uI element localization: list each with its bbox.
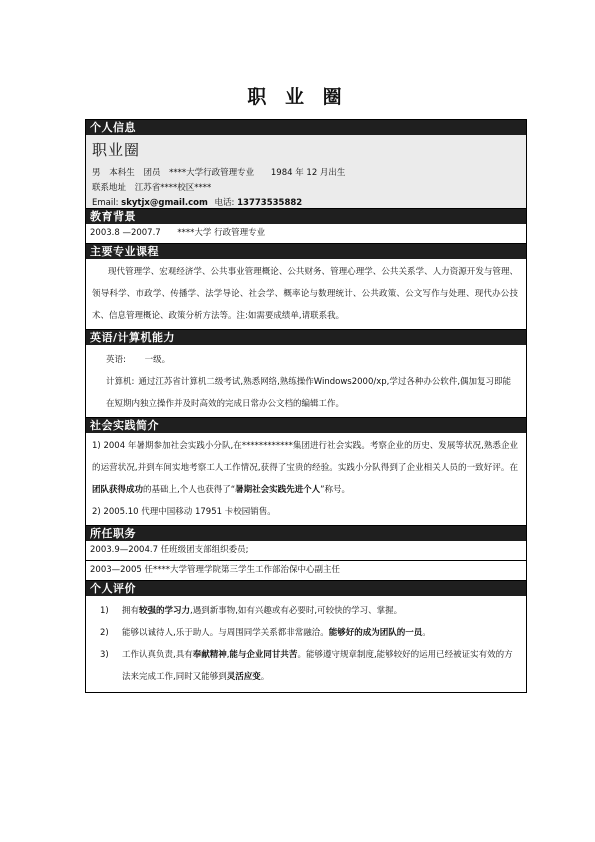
personal-info [86, 135, 526, 209]
education-row [86, 224, 526, 244]
phone-label: 电话: [214, 198, 235, 208]
evaluation-text-part: 能够以诚待人,乐于助人。与周围同学关系都非常融洽。 [122, 628, 329, 638]
education-period: 2003.8 —2007.7 [90, 228, 161, 238]
address: 江苏省****校区**** [134, 183, 212, 193]
evaluation-text [122, 600, 518, 622]
evaluation-text-part: 。 [422, 628, 431, 638]
section-header-courses: 主要专业课程 [86, 244, 526, 259]
section-header-education: 教育背景 [86, 209, 526, 224]
candidate-name: 职业圈 [92, 141, 141, 159]
politics: 团员 [143, 168, 161, 178]
evaluation-text-part: 工作认真负责,具有 [122, 650, 193, 660]
computer-label: 计算机: [106, 377, 135, 387]
english-label: 英语: [106, 355, 126, 365]
address-label: 联系地址 [92, 183, 127, 193]
evaluation-text-part: 拥有 [122, 606, 140, 616]
email-label: Email: [92, 198, 119, 208]
page-title: 职 业 圈 [247, 86, 348, 108]
computer-row [106, 371, 518, 415]
practice-highlight: 团队获得成功 [92, 485, 144, 495]
evaluation-highlight: 灵活应变 [226, 672, 261, 682]
english-value: 一级。 [144, 355, 171, 365]
practice-block [86, 433, 526, 526]
evaluation-item-3 [100, 644, 518, 688]
evaluation-highlight: 奉献精神 [192, 650, 227, 660]
evaluation-item-2 [100, 622, 518, 644]
evaluation-list [86, 596, 526, 693]
resume-table [85, 119, 527, 693]
education-detail: ****大学 行政管理专业 [177, 228, 266, 238]
evaluation-text-part: , [226, 650, 230, 660]
english-row [106, 349, 518, 371]
gender: 男 [92, 168, 101, 178]
personal-line-1 [92, 166, 520, 181]
evaluation-text-part: 。能够遵守规章制度,能够较好的运用已经被证实有效的方法来完成工作,同时又能够到 [122, 650, 513, 682]
section-header-jobs: 所任职务 [86, 526, 526, 541]
school-major: ****大学行政管理专业 [169, 168, 255, 178]
practice-award: 暑期社会实践先进个人 [235, 485, 321, 495]
practice-item-2: 2) 2005.10 代理中国移动 17951 卡校园销售。 [92, 507, 276, 517]
evaluation-text [122, 644, 518, 688]
evaluation-item-1 [100, 600, 518, 622]
list-number: 1) [100, 606, 109, 616]
evaluation-highlight: 能与企业同甘共苦 [229, 650, 298, 660]
evaluation-text-part: ,遇到新事物,如有兴趣或有必要时,可较快的学习、掌握。 [190, 606, 403, 616]
job-item-2: 2003—2005 任****大学管理学院第三学生工作部治保中心副主任 [86, 561, 526, 581]
evaluation-text-part: 。 [260, 672, 270, 682]
job-item-1: 2003.9—2004.7 任班级团支部组织委员; [86, 541, 526, 561]
computer-text: 通过江苏省计算机二级考试,熟悉网络,熟练操作Windows2000/xp,学过各种办公软件,偶加复习即能在短期内独立操作并及时高效的完成日常办公文档的编辑工作。 [106, 377, 512, 409]
degree: 本科生 [109, 168, 135, 178]
list-number: 3) [100, 650, 109, 660]
evaluation-highlight: 能够好的成为团队的一员 [328, 628, 423, 638]
birth: 1984 年 12 月出生 [270, 168, 346, 178]
practice-item-1 [92, 435, 518, 501]
section-header-practice: 社会实践简介 [86, 418, 526, 433]
practice-text: ”称号。 [320, 485, 351, 495]
phone: 13773535882 [237, 198, 303, 208]
practice-text: 1) 2004 年暑期参加社会实践小分队,在************集团进行社会实践。考察企业的历史、发展等状况,熟悉企业的运营状况,并到车间实地考察工人工作情况,获得了宝贵的经验。实践小分队得到了企业相关人员的一致好评。在 [92, 441, 518, 473]
practice-text: 的基础上,个人也获得了“ [143, 485, 236, 495]
email[interactable]: skytjx@gmail.com [121, 198, 208, 208]
personal-line-2 [92, 181, 520, 196]
evaluation-highlight: 较强的学习力 [139, 606, 191, 616]
section-header-skills: 英语/计算机能力 [86, 330, 526, 345]
evaluation-text [122, 622, 518, 644]
list-number: 2) [100, 628, 109, 638]
skills-block [86, 345, 526, 418]
courses-text: 现代管理学、宏观经济学、公共事业管理概论、公共财务、管理心理学、公共关系学、人力资源开发与管理、领导科学、市政学、传播学、法学导论、社会学、概率论与数理统计、公共政策、公文写作与处理、现代办公技术、信息管理概论、政策分析方法等。注:如需要成绩单,请联系我。 [86, 259, 526, 330]
section-header-personal: 个人信息 [86, 120, 526, 135]
section-header-evaluation: 个人评价 [86, 581, 526, 596]
